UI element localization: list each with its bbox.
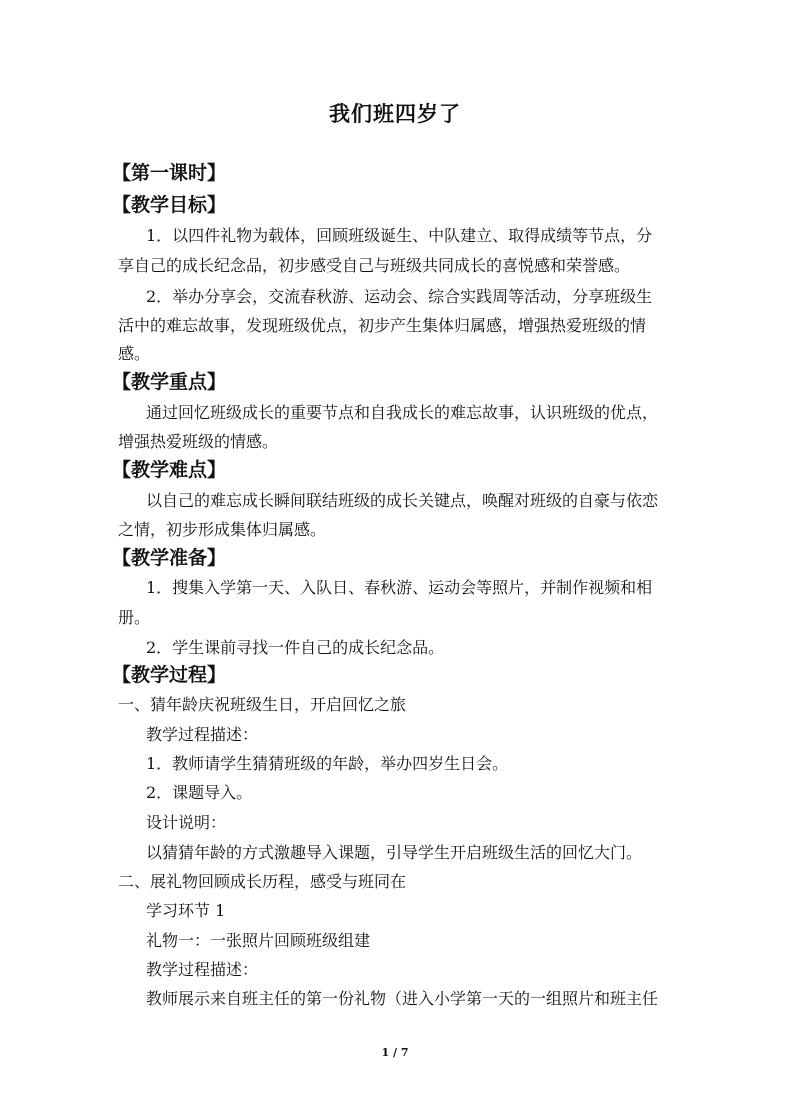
heading-difficulty: 【教学难点】 [112, 459, 227, 481]
section-1-item-2: 2．课题导入。 [146, 783, 253, 802]
goal-2-line-1: 2．举办分享会，交流春秋游、运动会、综合实践周等活动，分享班级生 [146, 287, 653, 306]
section-2-title: 二、展礼物回顾成长历程，感受与班同在 [118, 872, 407, 891]
document-title: 我们班四岁了 [329, 101, 461, 126]
heading-preparation: 【教学准备】 [112, 547, 227, 569]
section-1-item-1: 1．教师请学生猜猜班级的年龄，举办四岁生日会。 [146, 754, 509, 773]
difficulty-line-2: 之情，初步形成集体归属感。 [118, 520, 327, 539]
section-2-gift-one: 礼物一：一张照片回顾班级组建 [146, 931, 371, 950]
heading-goals: 【教学目标】 [112, 194, 227, 216]
goal-2-line-3: 感。 [118, 344, 151, 363]
prep-2: 2．学生课前寻找一件自己的成长纪念品。 [146, 638, 445, 657]
heading-lesson: 【第一课时】 [112, 162, 227, 184]
section-2-learning-link: 学习环节 1 [146, 901, 226, 920]
heading-process: 【教学过程】 [112, 664, 227, 686]
goal-1-line-2: 享自己的成长纪念品，初步感受自己与班级共同成长的喜悦感和荣誉感。 [118, 256, 631, 275]
section-2-text: 教师展示来自班主任的第一份礼物（进入小学第一天的一组照片和班主任 [146, 989, 659, 1008]
section-1-design-text: 以猜猜年龄的方式激趣导入课题，引导学生开启班级生活的回忆大门。 [146, 843, 643, 862]
section-2-desc-label: 教学过程描述： [146, 960, 259, 979]
section-1-title: 一、猜年龄庆祝班级生日，开启回忆之旅 [118, 695, 407, 714]
section-1-design-label: 设计说明： [146, 813, 227, 832]
key-line-1: 通过回忆班级成长的重要节点和自我成长的难忘故事，认识班级的优点， [146, 403, 659, 422]
difficulty-line-1: 以自己的难忘成长瞬间联结班级的成长关键点，唤醒对班级的自豪与依恋 [146, 491, 659, 510]
page-number: 1 / 7 [381, 1046, 409, 1059]
goal-1-line-1: 1．以四件礼物为载体，回顾班级诞生、中队建立、取得成绩等节点，分 [146, 226, 653, 245]
goal-2-line-2: 活中的难忘故事，发现班级优点，初步产生集体归属感，增强热爱班级的情 [118, 316, 647, 335]
heading-key-points: 【教学重点】 [112, 371, 227, 393]
prep-1-line-2: 册。 [118, 608, 151, 627]
key-line-2: 增强热爱班级的情感。 [118, 432, 279, 451]
prep-1-line-1: 1．搜集入学第一天、入队日、春秋游、运动会等照片，并制作视频和相 [146, 578, 653, 597]
section-1-desc-label: 教学过程描述： [146, 725, 259, 744]
